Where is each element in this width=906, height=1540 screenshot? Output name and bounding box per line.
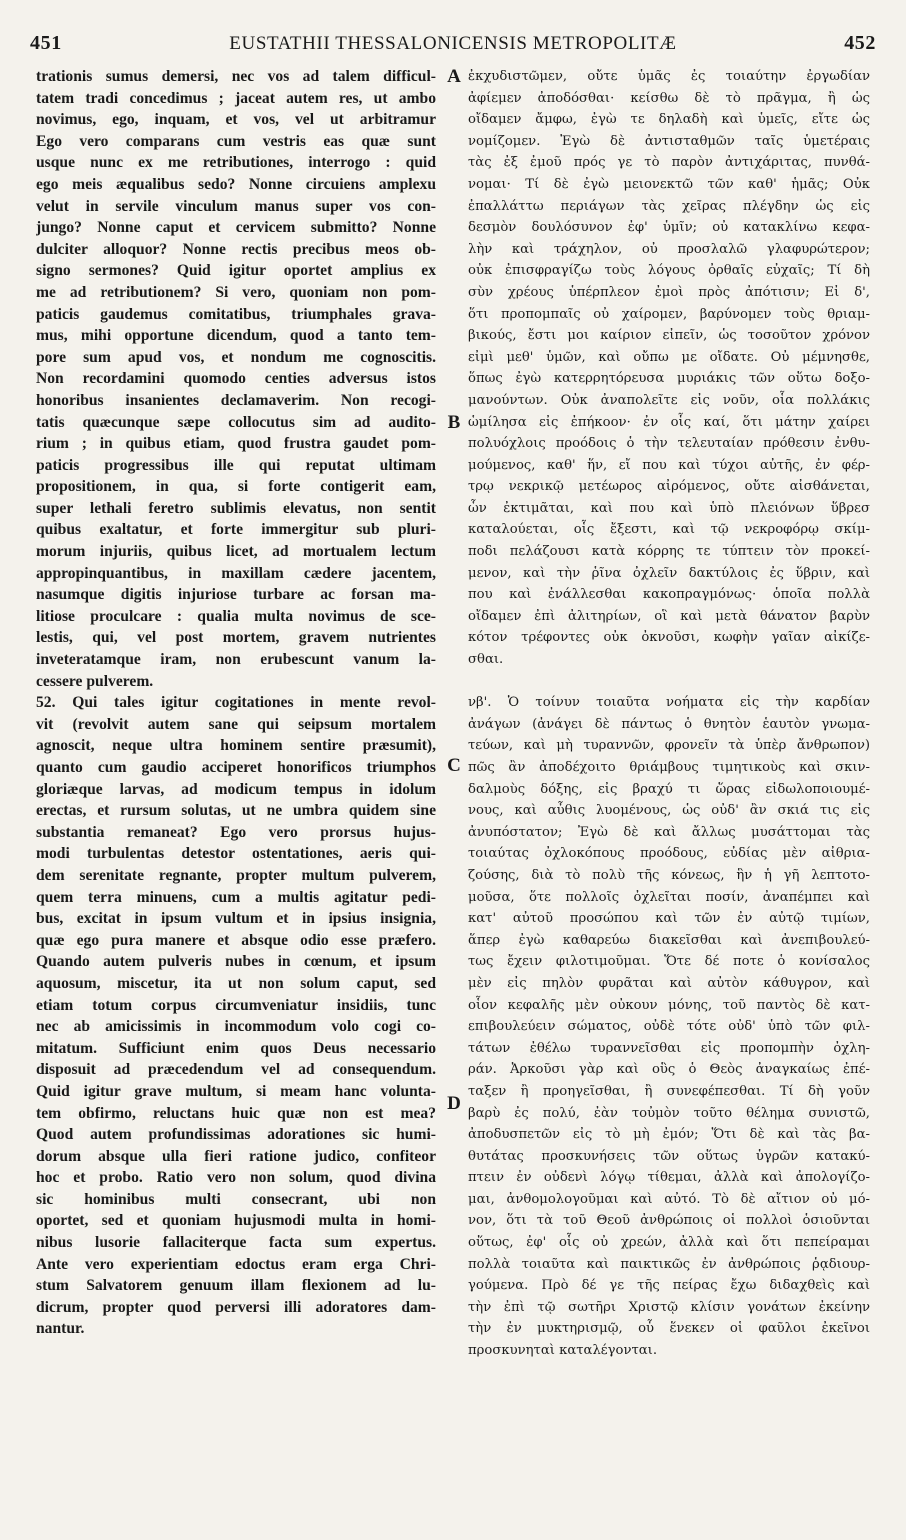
greek-text-line: πτειν ἐν οὐδενὶ λόγῳ τίθεμαι, ἀλλὰ καὶ ἀπολογίζο- — [468, 1170, 870, 1186]
section-marker-b: B — [447, 412, 461, 433]
section-marker-a: A — [447, 66, 461, 87]
greek-text-line: οὕτως, ἐφ' οἷς οὐ χρεών, ἀλλὰ καὶ ὅτι πεπείραμαι — [468, 1235, 870, 1251]
greek-column — [468, 66, 870, 1362]
greek-text-line: ἀφίεμεν ἀποδόσθαι· κείσθω δὲ τὸ πρᾶγμα, ἢ ὡς — [468, 90, 870, 106]
latin-text-line: honoribus insanientes declamaverim. Non recogi- — [36, 391, 436, 409]
latin-column — [36, 66, 436, 1340]
latin-text-line: ego meis æqualibus sedo? Nonne circuiens amplexu — [36, 175, 436, 193]
greek-text-line: ἅπερ ἐγὼ καθαρεύω διακεῖσθαι καὶ ἀνεπιβουλεύ- — [468, 932, 870, 948]
greek-text-line: ἀνυπόστατον; Ἐγὼ δὲ καὶ ἄλλως μυσάττομαι τὰς — [468, 824, 870, 840]
greek-text-line: σθαι. — [468, 652, 504, 668]
greek-text-line: νον, ὅτι τὰ τοῦ Θεοῦ ἀνθρώποις οἱ πολλοὶ ὁσιοῦνται — [468, 1213, 870, 1229]
greek-text-line: επιβουλεύειν σώματος, οὐδὲ τότε οὐδ' ὑπὸ τῶν φιλ- — [468, 1019, 870, 1035]
greek-text-line: που καὶ ἐνάλλεσθαι κακοπραγμόνως· ὁποῖα πολλὰ — [468, 587, 870, 603]
greek-text-line: εἰμὶ μεθ' ὑμῶν, καὶ οὔπω με οἴδατε. Οὐ μέμνησθε, — [468, 349, 870, 365]
latin-text-line: nec ab amicissimis in incommodum volo cogi co- — [36, 1018, 436, 1036]
greek-text-line: τρῳ νεκρικῷ μετέωρος αἰρόμενος, οὔτε αἰσθάνεται, — [468, 479, 870, 495]
greek-text-line: οἷον κεφαλῆς μὲν οὐκουν μόνης, τοῦ παντὸς δὲ κατ- — [468, 997, 870, 1013]
greek-text-line: ράν. Ἀρκοῦσι γὰρ καὶ οὓς ὁ Θεὸς ἀναγκαίως ἐπέ- — [468, 1062, 870, 1078]
latin-paragraph-2 — [36, 692, 436, 1340]
latin-text-line: Ante vero experientiam edoctus eram erga Chri- — [36, 1255, 436, 1273]
latin-text-line: mitatum. Sufficiunt enim quos Deus necessario — [36, 1039, 436, 1057]
greek-text-line: θυτάτας προσκυνήσεις τῶν οὕτως ὑγρῶν κατακύ- — [468, 1148, 870, 1164]
greek-text-line: προσκυνηταὶ καταλέγονται. — [468, 1343, 658, 1359]
greek-text-line: ὅτι προπομπαῖς οὐ χαίρομεν, βαρύνομεν τοὺς θριαμ- — [468, 306, 870, 322]
greek-text-line: κατ' αὐτοῦ προσώπου καὶ τῶν ἐν αὐτῷ τιμίων, — [468, 911, 870, 927]
paragraph-gap — [468, 671, 870, 693]
greek-text-line: τως ἔχειν φιλοτιμοῦμαι. Ὅτε δέ ποτε ὁ κονίσαλος — [468, 954, 870, 970]
latin-text-line: cessere pulverem. — [36, 672, 154, 690]
latin-text-line: gloriæque larvas, ad modicum tempus in idolum — [36, 780, 436, 798]
greek-text-line: τὴν ἐν μυκτηρισμῷ, οὗ ἕνεκεν οἱ φαῦλοι ἐκεῖνοι — [468, 1321, 870, 1337]
latin-text-line: sic hominibus multi consecrant, ubi non — [36, 1190, 436, 1208]
latin-text-line: super lethali feretro sublimis elevatus, non sentit — [36, 499, 436, 517]
latin-text-line: lestis, qui, vel post mortem, gravem nutrientes — [36, 629, 436, 647]
greek-text-line: νβ'. Ὁ τοίνυν τοιαῦτα νοήματα εἰς τὴν καρδίαν — [468, 695, 870, 711]
greek-text-line: ταξεν ἢ προηγεῖσθαι, ἢ συνεφέπεσθαι. Τί δὴ γοῦν — [468, 1083, 870, 1099]
page-number-right: 452 — [844, 32, 876, 54]
latin-text-line: aquosum, miscetur, ita ut non solum caput, sed — [36, 974, 436, 992]
latin-text-line: quanto cum gaudio acciperet honorificos triumphos — [36, 759, 436, 776]
greek-text-line: τοιαύτας ὀχλοκόπους προόδους, εὐδίας μὲν αἰθρια- — [468, 846, 870, 862]
greek-text-line: πολυόχλοις προόδοις ὁ τὴν τελευταίαν πρόθεσιν ἐνθυ- — [468, 436, 870, 452]
greek-text-line: πῶς ἂν ἀποδέχοιτο θριάμβους τιμητικοὺς καὶ σκιν- — [468, 760, 870, 775]
section-marker-d: D — [447, 1093, 461, 1114]
latin-text-line: Quando autem pulveris nubes in cœnum, et ipsum — [36, 953, 436, 971]
latin-text-line: agnoscit, neque ultra hominem sentire præsumit), — [36, 737, 436, 755]
latin-text-line: etiam totum corpus circumveniatur insidiis, tunc — [36, 996, 436, 1014]
latin-text-line: mus, mihi opportune dicendum, quod a tanto tem- — [36, 327, 436, 345]
latin-text-line: vit (revolvit autem sane qui seipsum mortalem — [36, 715, 436, 733]
latin-text-line: me ad retributionem? Si vero, quoniam non pom- — [36, 283, 436, 301]
latin-text-line: nantur. — [36, 1320, 85, 1338]
latin-text-line: paticis progressibus ille qui reputat ultimam — [36, 456, 436, 474]
latin-text-line: trationis sumus demersi, nec vos ad talem difficul- — [36, 68, 436, 85]
greek-text-line: τὴν ἐπὶ τῷ σωτῆρι Χριστῷ κλίσιν γονάτων ἐκείνην — [468, 1299, 870, 1315]
latin-text-line: oportet, sed et quoniam hujusmodi multa in homi- — [36, 1212, 436, 1230]
page-header — [30, 28, 876, 58]
greek-text-line: βαρὺ ἐς πολύ, ἐὰν τοὐμὸν τοῦτο θέλημα συνιστῶ, — [468, 1105, 870, 1121]
latin-text-line: signo sermones? Quid igitur oportet amplius ex — [36, 262, 436, 280]
greek-text-line: λὴν καὶ τράχηλον, οὐ προσλαλῶ γλαφυρώτερον; — [468, 241, 870, 257]
latin-text-line: bus, excitat in ipsum vultum et in ipsius insignia, — [36, 910, 436, 928]
greek-text-line: μοῦσα, ὅτε πολλοῖς ὀχλεῖται ποσίν, ἀναπέμπει καὶ — [468, 889, 870, 905]
latin-text-line: propositionem, in qua, si forte contigerit eam, — [36, 478, 436, 496]
latin-text-line: litiose proculcare : qualia multa novimus de sce- — [36, 607, 436, 625]
greek-paragraph-1 — [468, 66, 870, 692]
latin-text-line: usque nunc ex me retributiones, interrogo : quid — [36, 154, 436, 172]
latin-text-line: dem serenitate regnante, propter multum pulverem, — [36, 866, 436, 884]
greek-text-line: γούμενα. Πρὸ δέ γε τῆς πείρας ἔχω διδαχθεὶς καὶ — [468, 1278, 870, 1294]
greek-text-line: μενον, καὶ τὴν ῥῖνα ὀχλεῖν δακτύλοις ἐς ὕβριν, καὶ — [468, 565, 870, 581]
greek-text-line: μὲν εἰς πηλὸν φυρᾶται καὶ αὐτὸν κάθυγρον, καὶ — [468, 975, 870, 991]
running-title: EUSTATHII THESSALONICENSIS METROPOLITÆ — [229, 33, 677, 54]
greek-text-line: ἐκχυδιστῶμεν, οὔτε ὑμᾶς ἐς τοιαύτην ἐργωδίαν — [468, 69, 870, 84]
greek-text-line: οἴδαμεν ἄμφω, ἐγὼ τε δηλαδὴ καὶ ὑμεῖς, εἴτε ὡς — [468, 112, 870, 128]
greek-text-line: οὐκ ἐπισφραγίζω τοὺς λόγους ὀρθαῖς εὐχαῖς; Τί δὴ — [468, 263, 870, 279]
greek-text-line: ὅπως ἐγὼ κατερρητόρευσα μυριάκις τῶν οὕτω δοξο- — [468, 371, 870, 387]
latin-paragraph-1 — [36, 66, 436, 692]
latin-text-line: quibus exaltatur, et forte immergitur sub pluri- — [36, 521, 436, 539]
latin-text-line: erectas, et rursum solutas, ut ne umbra quidem sine — [36, 802, 436, 820]
latin-text-line: quem terra minuens, cum a multis agitatur pedi- — [36, 888, 436, 906]
greek-text-line: ἀποδυσπετῶν εἰς τὸ μὴ ἐμόν; Ὅτι δὲ καὶ τὰς βα- — [468, 1127, 870, 1143]
latin-text-line: Ego vero comparans cum vestris eas quæ sunt — [36, 132, 436, 150]
page-number-left: 451 — [30, 32, 62, 54]
latin-text-line: velut in servile vinculum manus super vos con- — [36, 197, 436, 215]
greek-text-line: νους, καὶ αὖθις λυομένους, ὡς οὐδ' ἂν σκιά τις εἰς — [468, 803, 870, 819]
latin-text-line: stum Salvatorem genuum illam flexionem ad lu- — [36, 1277, 436, 1295]
greek-text-line: ὡμίλησα εἰς ἐπήκοον· ἐν οἷς καί, ὅτι μάτην χαίρει — [468, 414, 870, 430]
latin-text-line: disposuit ad præcedendum vel ad consequendum. — [36, 1061, 436, 1079]
latin-text-line: tatem tradi concedimus ; jaceat autem res, ut ambo — [36, 89, 436, 107]
latin-text-line: Quod autem profundissimas adorationes sic humi- — [36, 1126, 436, 1144]
latin-text-line: appropinquantibus, in maxillam cædere jacentem, — [36, 564, 436, 582]
greek-text-line: μαι, ἀνθομολογοῦμαι καὶ αὐτό. Τὸ δὲ αἴτιον οὐ μό- — [468, 1191, 870, 1207]
latin-text-line: inveteratamque iram, non erubescunt vanum la- — [36, 651, 436, 669]
greek-text-line: νομίζομεν. Ἐγὼ δὲ ἀντισταθμῶν ταῖς ὑμετέραις — [468, 133, 870, 149]
latin-text-line: quæ ego pura manere et absque odio esse præfero. — [36, 931, 436, 949]
latin-text-line: jungo? Nonne caput et cervicem submitto? Nonne — [36, 219, 436, 237]
greek-text-line: νομαι· Τί δὲ ἐγὼ μειονεκτῶ τῶν καθ' ἡμᾶς; Οὐκ — [468, 176, 870, 192]
latin-text-line: morum injuriis, quibus licet, ad mortualem lectum — [36, 543, 436, 561]
latin-text-line: modi turbulentas detestor ostentationes, aeris qui- — [36, 845, 436, 863]
latin-text-line: pore sum apud vos, et nondum me cognoscitis. — [36, 348, 436, 366]
greek-text-line: σὺν χρέους ὑπέρπλεον ἐμοὶ πρὸς ἀπότισιν; Εἰ δ', — [468, 284, 870, 300]
latin-text-line: tatis quæcunque sæpe collocutus sim ad audito- — [36, 413, 436, 431]
greek-text-line: κότον τρέφοντες οὐκ ὀκνοῦσι, κωφὴν γαῖαν αἰκίζε- — [468, 630, 870, 646]
latin-text-line: rium ; in quibus etiam, quod frustra gaudet pom- — [36, 435, 436, 453]
greek-text-line: ἀνάγων (ἀνάγει δὲ πάντως ὁ θνητὸν ἑαυτὸν γνωμα- — [468, 716, 870, 732]
latin-text-line: substantia remaneat? Ego vero prorsus hujus- — [36, 823, 436, 841]
section-marker-c: C — [447, 755, 461, 776]
greek-text-line: βικούς, ἔστι μοι καίριον εἰπεῖν, ὡς τοσοῦτον χρόνον — [468, 328, 870, 344]
latin-text-line: 52. Qui tales igitur cogitationes in mente revol- — [36, 694, 436, 712]
latin-text-line: Non recordamini quomodo centies adversus istos — [36, 370, 436, 388]
latin-text-line: novimus, ego, inquam, et vos, vel ut arbitramur — [36, 111, 436, 129]
latin-text-line: paticis gaudemus comitatibus, triumphales grava- — [36, 305, 436, 323]
greek-text-line: οἴδαμεν ἐπὶ ἀλιτηρίων, οἳ καὶ μετὰ θάνατον βαρὺν — [468, 608, 870, 624]
latin-text-line: tem obfirmo, reluctans huic quæ non est mea? — [36, 1104, 436, 1122]
latin-text-line: dicrum, propter quod perversi illi adoratores dam- — [36, 1298, 436, 1316]
greek-text-line: μούμενος, καθ' ἥν, εἴ που καὶ τύχοι αὐτῆς, ἐν φέρ- — [468, 457, 870, 473]
greek-text-line: πολλὰ τοιαῦτα καὶ παικτικῶς ἐν ἀνθρώποις ῥᾳδιουρ- — [468, 1256, 870, 1272]
greek-paragraph-2 — [468, 692, 870, 1361]
greek-text-line: καταλούεται, οἷς ἔξεστι, καὶ τῷ νεκροφόρῳ σκίμ- — [468, 522, 870, 538]
latin-text-line: dulciter alloquor? Nonne rectis precibus meos ob- — [36, 240, 436, 258]
greek-text-line: δεσμὸν δουλόσυνον ἐφ' ὑμῖν; οὐ κατακλίνω κεφα- — [468, 220, 870, 236]
latin-text-line: nibus lusorie fallaciterque facta sum expertus. — [36, 1234, 436, 1252]
greek-text-line: ὧν ἐκτιμᾶται, καὶ που καὶ ὑπὸ πλειόνων ὕβρεσ — [468, 500, 870, 516]
greek-text-line: ζούσης, διὰ τὸ πολὺ τῆς κόνεως, ἣν ἡ γῆ λεπτοτο- — [468, 867, 870, 883]
greek-text-line: ποδι πελάζουσι κατὰ κόρρης τε τύπτειν τὸν προκεί- — [468, 544, 870, 560]
greek-text-line: δαλμοὺς δόξης, εἰς βραχύ τι ὥρας εἰδωλοποιουμέ- — [468, 781, 870, 797]
greek-text-line: μανούντων. Οὐκ ἀναπολεῖτε εἰς νοῦν, οἷα πολλάκις — [468, 392, 870, 408]
latin-text-line: nasumque digitis injuriose turbare ac forsan ma- — [36, 586, 436, 604]
greek-text-line: τάτων ἐθέλω τυραννεῖσθαι εἰς προπομπὴν ὀχλη- — [468, 1040, 870, 1056]
greek-text-line: ἐπαλλάττω περιάγων τὰς χεῖρας πλέγδην ὡς εἰς — [468, 198, 870, 214]
greek-text-line: τὰς ἐξ ἐμοῦ πρός γε τὸ παρὸν ἀντιχάριτας, πυνθά- — [468, 155, 870, 171]
greek-text-line: τεύων, καὶ μὴ τυραννῶν, φρονεῖν τὰ ὑπὲρ ἄνθρωπον) — [468, 738, 870, 754]
latin-text-line: hoc et probo. Ratio vero non solum, quod divina — [36, 1169, 436, 1187]
latin-text-line: dorum absque ulla fieri ratione judico, confiteor — [36, 1147, 436, 1165]
latin-text-line: Quid igitur grave multum, si meam hanc volunta- — [36, 1082, 436, 1100]
